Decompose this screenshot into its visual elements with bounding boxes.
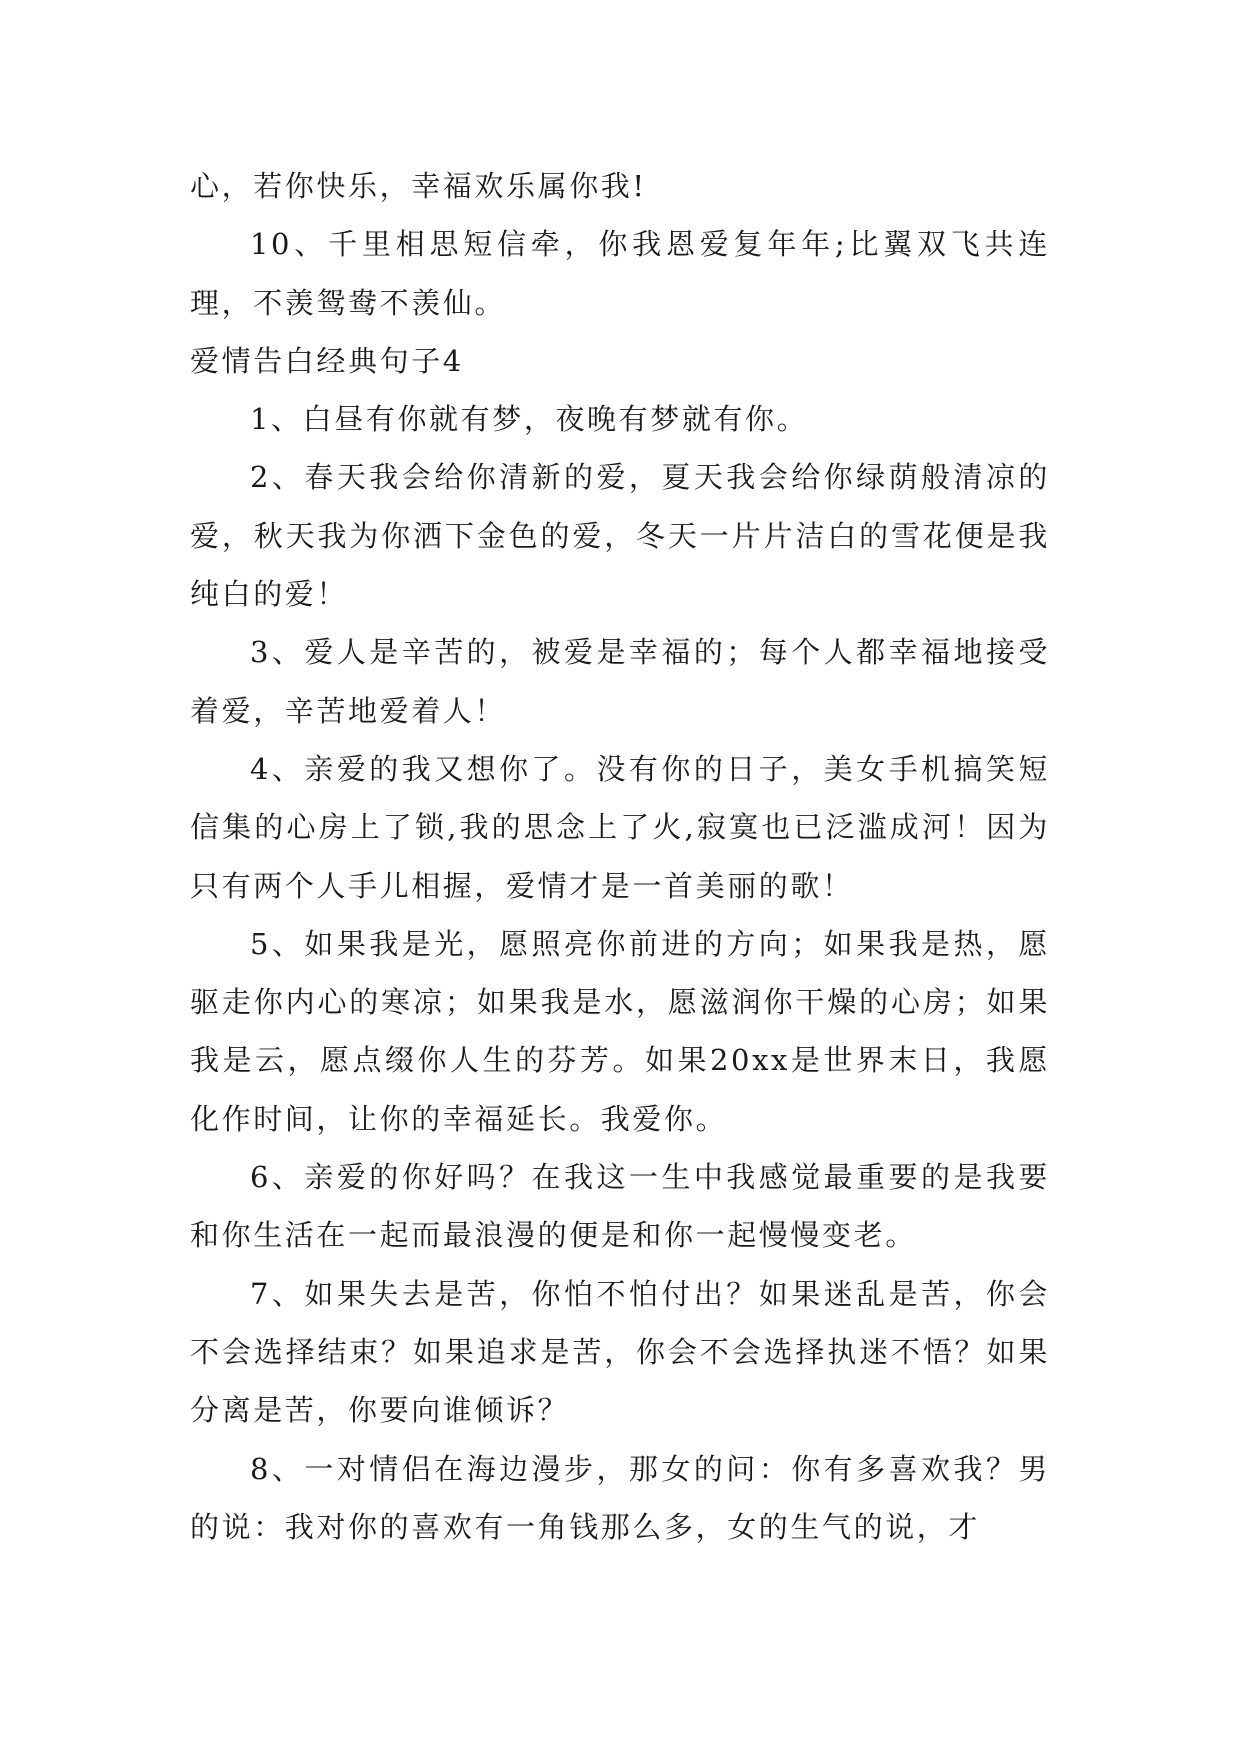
paragraph-item-10: 10、千里相思短信牵，你我恩爱复年年;比翼双飞共连理，不羡鸳鸯不羡仙。	[190, 227, 1050, 320]
paragraph-item-4: 4、亲爱的我又想你了。没有你的日子，美女手机搞笑短信集的心房上了锁,我的思念上了火,寂寞也已泛滥成河！因为只有两个人手儿相握，爱情才是一首美丽的歌！	[190, 751, 1050, 903]
paragraph-item-3: 3、爱人是辛苦的，被爱是幸福的；每个人都幸福地接受着爱，辛苦地爱着人！	[190, 635, 1050, 728]
paragraph-item-6: 6、亲爱的你好吗？在我这一生中我感觉最重要的是我要和你生活在一起而最浪漫的便是和你一起慢慢变老。	[190, 1160, 1050, 1253]
paragraph-continuation: 心，若你快乐，幸福欢乐属你我!	[190, 169, 647, 203]
paragraph-item-5: 5、如果我是光，愿照亮你前进的方向；如果我是热，愿驱走你内心的寒凉；如果我是水，愿滋润你干燥的心房；如果我是云，愿点缀你人生的芬芳。如果20xx是世界末日，我愿化作时间，让你的幸福延长。我爱你。	[190, 926, 1050, 1136]
paragraph-item-7: 7、如果失去是苦，你怕不怕付出？如果迷乱是苦，你会不会选择结束？如果追求是苦，你会不会选择执迷不悟？如果分离是苦，你要向谁倾诉？	[190, 1276, 1050, 1428]
section-heading: 爱情告白经典句子4	[190, 343, 464, 378]
paragraph-item-1: 1、白昼有你就有梦，夜晚有梦就有你。	[250, 402, 809, 437]
paragraph-item-2: 2、春天我会给你清新的爱，夏天我会给你绿荫般清凉的爱，秋天我为你洒下金色的爱，冬天一片片洁白的雪花便是我纯白的爱！	[190, 460, 1050, 612]
document-body	[190, 157, 1050, 1556]
paragraph-item-8: 8、一对情侣在海边漫步，那女的问：你有多喜欢我？男的说：我对你的喜欢有一角钱那么多，女的生气的说，才	[190, 1451, 1050, 1544]
